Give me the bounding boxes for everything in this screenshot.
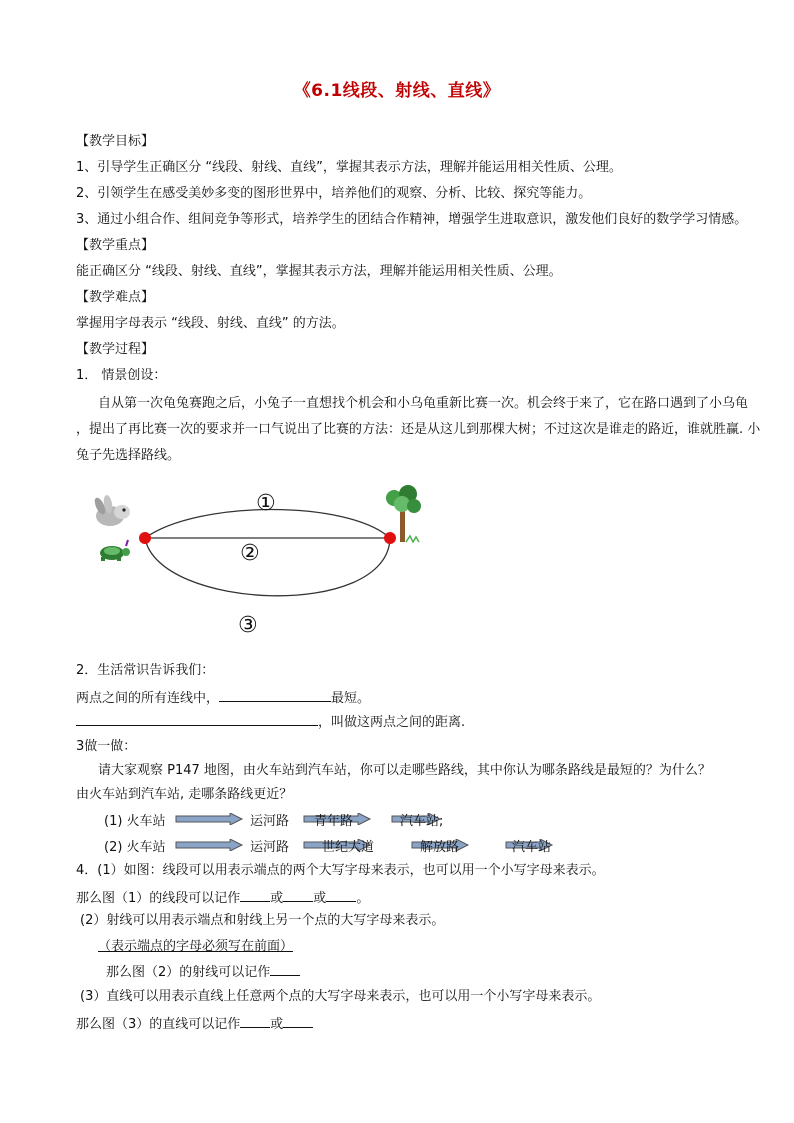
line-blank-2[interactable] [283,1014,313,1028]
route-3-label: ③ [238,613,258,635]
goals-heading: 【教学目标】 [76,134,155,149]
segment-explanation: 4．(1）如图：线段可以用表示端点的两个大写字母来表示，也可以用一个小写字母来表示。 [76,863,605,878]
section-3-title: 3做一做： [76,739,137,754]
ray-explanation: (2）射线可以用表示端点和射线上另一个点的大写字母来表示。 [80,913,445,928]
goal-item-1: 1、引导学生正确区分 “线段、射线、直线”，掌握其表示方法，理解并能运用相关性质、公理。 [76,160,622,175]
route-2-road-a: 运河路 [250,840,290,855]
story-line-2: ，提出了再比赛一次的要求并一口气说出了比赛的方法：还是从这儿到那棵大树；不过这次是谁走的路近，谁就胜赢. 小 [76,422,761,437]
goal-item-3: 3、通过小组合作、组间竞争等形式，培养学生的团结合作精神，增强学生进取意识，激发他们良好的数学学习情感。 [76,212,748,227]
route-1-road-b: 青年路 [314,814,354,829]
common-sense-line-2 [76,712,465,732]
common-sense-text-c: ，叫做这两点之间的距离. [318,715,466,730]
segment-blank-3[interactable] [326,888,356,902]
section-2-title: 2．生活常识告诉我们： [76,663,215,678]
segment-blank-2[interactable] [283,888,313,902]
ray-fill-text: 那么图（2）的射线可以记作 [106,965,271,980]
common-sense-text-a: 两点之间的所有连线中， [76,691,220,706]
route-2-road-b: 世纪大道 [322,840,375,855]
route-1-station-a: (1) 火车站 [104,814,166,829]
line-or: 或 [270,1017,284,1032]
segment-fill-text: 那么图（1）的线段可以记作 [76,891,241,906]
section-1-title: 1． 情景创设： [76,368,167,383]
route-2-station-b: 汽车站 [512,840,552,855]
map-question: 请大家观察 P147 地图，由火车站到汽车站，你可以走哪些路线，其中你认为哪条路线是最短的？为什么？ [98,763,711,778]
end-point [384,532,396,544]
difficulty-text: 掌握用字母表示 “线段、射线、直线” 的方法。 [76,316,345,331]
segment-end: 。 [356,891,370,906]
key-text: 能正确区分 “线段、射线、直线”，掌握其表示方法，理解并能运用相关性质、公理。 [76,264,562,279]
route-3-path [145,538,390,596]
segment-or-1: 或 [270,891,284,906]
goal-item-2: 2、引领学生在感受美妙多变的图形世界中，培养他们的观察、分析、比较、探究等能力。 [76,186,592,201]
ray-fill-line [106,962,300,982]
key-heading: 【教学重点】 [76,238,155,253]
line-blank-1[interactable] [240,1014,270,1028]
ray-blank[interactable] [270,962,300,976]
route-question: 由火车站到汽车站, 走哪条路线更近？ [76,787,293,802]
rabbit-icon [93,494,130,526]
arrow-icon [174,839,244,851]
arrow-icon [174,813,244,825]
route-diagram [88,480,428,635]
common-sense-line-1 [76,688,370,708]
route-option-1 [104,810,544,830]
line-fill-text: 那么图（3）的直线可以记作 [76,1017,241,1032]
segment-fill-line [76,888,369,908]
route-1-label: ① [256,491,276,516]
story-line-1: 自从第一次龟兔赛跑之后，小兔子一直想找个机会和小乌龟重新比赛一次。机会终于来了，它在路口遇到了小乌龟 [98,396,749,411]
answer-blank-1[interactable] [219,688,331,702]
route-1-road-a: 运河路 [250,814,290,829]
segment-or-2: 或 [313,891,327,906]
ray-note-text: （表示端点的字母必须写在前面） [98,939,294,954]
process-heading: 【教学过程】 [76,342,155,357]
route-2-road-c: 解放路 [420,840,460,855]
ray-note [98,938,293,956]
segment-blank-1[interactable] [240,888,270,902]
answer-blank-2[interactable] [76,712,318,726]
page-title: 《6.1线段、射线、直线》 [293,81,501,101]
line-explanation: (3）直线可以用表示直线上任意两个点的大写字母来表示，也可以用一个小写字母来表示。 [80,989,601,1004]
line-fill-line [76,1014,313,1034]
route-2-label: ② [240,541,260,566]
start-point [139,532,151,544]
route-option-2 [104,836,574,856]
common-sense-text-b: 最短。 [331,691,371,706]
route-2-station-a: (2) 火车站 [104,840,166,855]
route-1-station-b: 汽车站; [400,814,444,829]
difficulty-heading: 【教学难点】 [76,290,155,305]
turtle-icon [100,540,130,561]
story-line-3: 兔子先选择路线。 [76,448,181,463]
